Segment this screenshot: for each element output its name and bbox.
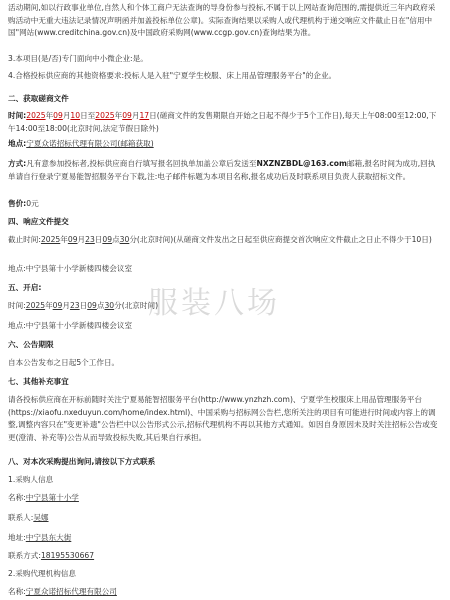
agency-name-row	[8, 586, 442, 599]
agency-name-value: 宁夏众诺招标代理有限公司	[25, 587, 117, 596]
buyer-name-label: 名称:	[8, 493, 26, 502]
buyer-address-value: 中宁县东大街	[25, 533, 72, 542]
buyer-phone-value: 18195530667	[40, 551, 95, 560]
buyer-name-row	[8, 492, 442, 505]
section-6-text: 自本公告发布之日起5个工作日。	[8, 358, 120, 367]
method-email-link[interactable]: NXZNZBDL@163.com	[256, 159, 347, 168]
time-unit: 日	[94, 235, 103, 244]
time-day-1: 10	[70, 111, 81, 120]
open-time-label: 时间:	[8, 301, 26, 310]
open-hour: 09	[87, 301, 97, 310]
deadline-day: 23	[85, 235, 95, 244]
place-value: 宁夏众诺招标代理有限公司(邮箱获取)	[26, 139, 154, 148]
price-value: 0元	[26, 199, 39, 208]
section-2-price	[8, 198, 442, 211]
section-7-title: 七、其他补充事宜	[8, 377, 69, 386]
buyer-phone-row	[8, 550, 442, 563]
section-5-time	[8, 300, 442, 313]
time-unit: 月	[131, 111, 140, 120]
section-5-title: 五、开启:	[8, 283, 42, 292]
agency-info-title: 2.采购代理机构信息	[8, 569, 76, 578]
deadline-minute: 30	[119, 235, 130, 244]
time-month-2: 09	[122, 111, 132, 120]
section-4-deadline	[8, 234, 442, 247]
time-unit: 日	[149, 111, 157, 120]
section-2-title: 二、获取磋商文件	[8, 94, 69, 103]
open-day: 23	[69, 301, 80, 310]
watermark: 服装八场	[148, 286, 280, 321]
buyer-name-value: 中宁县第十小学	[25, 493, 79, 502]
deadline-year: 2025	[40, 235, 61, 244]
deadline-hour: 09	[102, 235, 113, 244]
time-unit: 日至	[80, 111, 96, 120]
section-5-place: 地点:中宁县第十小学新楼四楼会议室	[8, 321, 133, 330]
open-year: 2025	[25, 301, 46, 310]
buyer-phone-label: 联系方式:	[8, 551, 41, 560]
open-minute: 30	[104, 301, 115, 310]
time-unit: 分	[129, 235, 137, 244]
section-6-title: 六、公告期限	[8, 340, 54, 349]
buyer-info-title: 1.采购人信息	[8, 475, 54, 484]
price-label: 售价:	[8, 199, 27, 208]
method-text-a: 凡有意参加投标者,投标供应商自行填写报名回执单加盖公章后发送至	[26, 159, 257, 168]
time-day-2: 17	[139, 111, 150, 120]
time-unit: 日	[79, 301, 88, 310]
time-unit: 年	[60, 235, 68, 244]
deadline-label: 截止时间:	[8, 235, 41, 244]
time-unit: 年	[45, 111, 54, 120]
condition-item-4: 4.合格投标供应商的其他资格要求:投标人是入驻"宁夏学生校服、床上用品管理服务平台"的企业。	[8, 71, 337, 80]
time-year-2: 2025	[95, 111, 115, 120]
section-4-title: 四、响应文件提交	[8, 217, 69, 226]
deadline-month: 09	[67, 235, 78, 244]
time-rest: (磋商文件的发售期限自开始之日起不得少于5个工作日),每天上午08:00至12:00,下午14:00至18:00(北京时间,法定节假日除外)	[8, 111, 437, 133]
method-text-b: 邮箱,报名时间为成功,回执单请自行登录宁夏易能智招服务平台下载,注:电子邮件标题为本项目名称,报名成功后及时联系项目负责人获取招标文件。	[8, 159, 436, 181]
time-unit: 月	[77, 235, 86, 244]
section-7-text: 请各投标供应商在开标前随时关注宁夏易能智招服务平台(http://www.ynzhzh.com)、宁夏学生校服床上用品管理服务平台(https://xiaofu.nxeduyun.com/home/index.html)、中国采购与招标网公告栏,您所关注的项目有可能进行时间或内容上的调整,调整内容只在"变更补遗"公告栏中以公告形式公示,招标代理机构不再以其他方式通知。如因自身原因未及时关注招标公告或变更(澄清、补充等)公告从而导致投标失败,其后果自行承担。	[8, 395, 438, 442]
agency-name-label: 名称:	[8, 587, 26, 596]
section-2-method	[8, 158, 442, 183]
deadline-note: (北京时间)(从磋商文件发出之日起至供应商提交首次响应文件截止之日止不得少于10日)	[136, 235, 432, 244]
time-unit: 点	[96, 301, 105, 310]
buyer-contact-value: 吴娜	[33, 513, 49, 522]
time-unit: 年	[45, 301, 53, 310]
open-month: 09	[52, 301, 63, 310]
intro-paragraph: 活动期间,如以行政事业单位,自然人和个体工商户无法查询的导身份参与投标,不属于以上网站查询范围的,需提供近三年内政府采购活动中无重大违法记录情况声明函并加盖投标单位公章)。实际查询结果以采购人或代理机构于递交响应文件截止日在"信用中国"网站(www.creditchina.gov.cn)及中国政府采购网(www.ccgp.gov.cn)查询结果为准。	[8, 3, 436, 37]
time-unit: 点	[112, 235, 120, 244]
open-time-note: (北京时间)	[121, 301, 159, 310]
buyer-contact-label: 联系人:	[8, 513, 34, 522]
section-8-title: 八、对本次采购提出询问,请按以下方式联系	[8, 457, 156, 466]
section-2-time	[8, 110, 442, 135]
buyer-address-label: 地址:	[8, 533, 26, 542]
time-year-1: 2025	[26, 111, 46, 120]
time-month-1: 09	[53, 111, 63, 120]
time-unit: 月	[62, 111, 71, 120]
condition-item-3: 3.本项目(是/否)专门面向中小微企业:是。	[8, 54, 148, 63]
time-unit: 年	[114, 111, 123, 120]
method-label: 方式:	[8, 159, 27, 168]
time-unit: 月	[62, 301, 70, 310]
section-2-place	[8, 138, 442, 151]
buyer-contact-row	[8, 512, 442, 525]
place-label: 地点:	[8, 139, 27, 148]
section-4-place: 地点:中宁县第十小学新楼四楼会议室	[8, 264, 133, 273]
buyer-address-row	[8, 532, 442, 545]
time-unit: 分	[114, 301, 122, 310]
time-label: 时间:	[8, 111, 27, 120]
